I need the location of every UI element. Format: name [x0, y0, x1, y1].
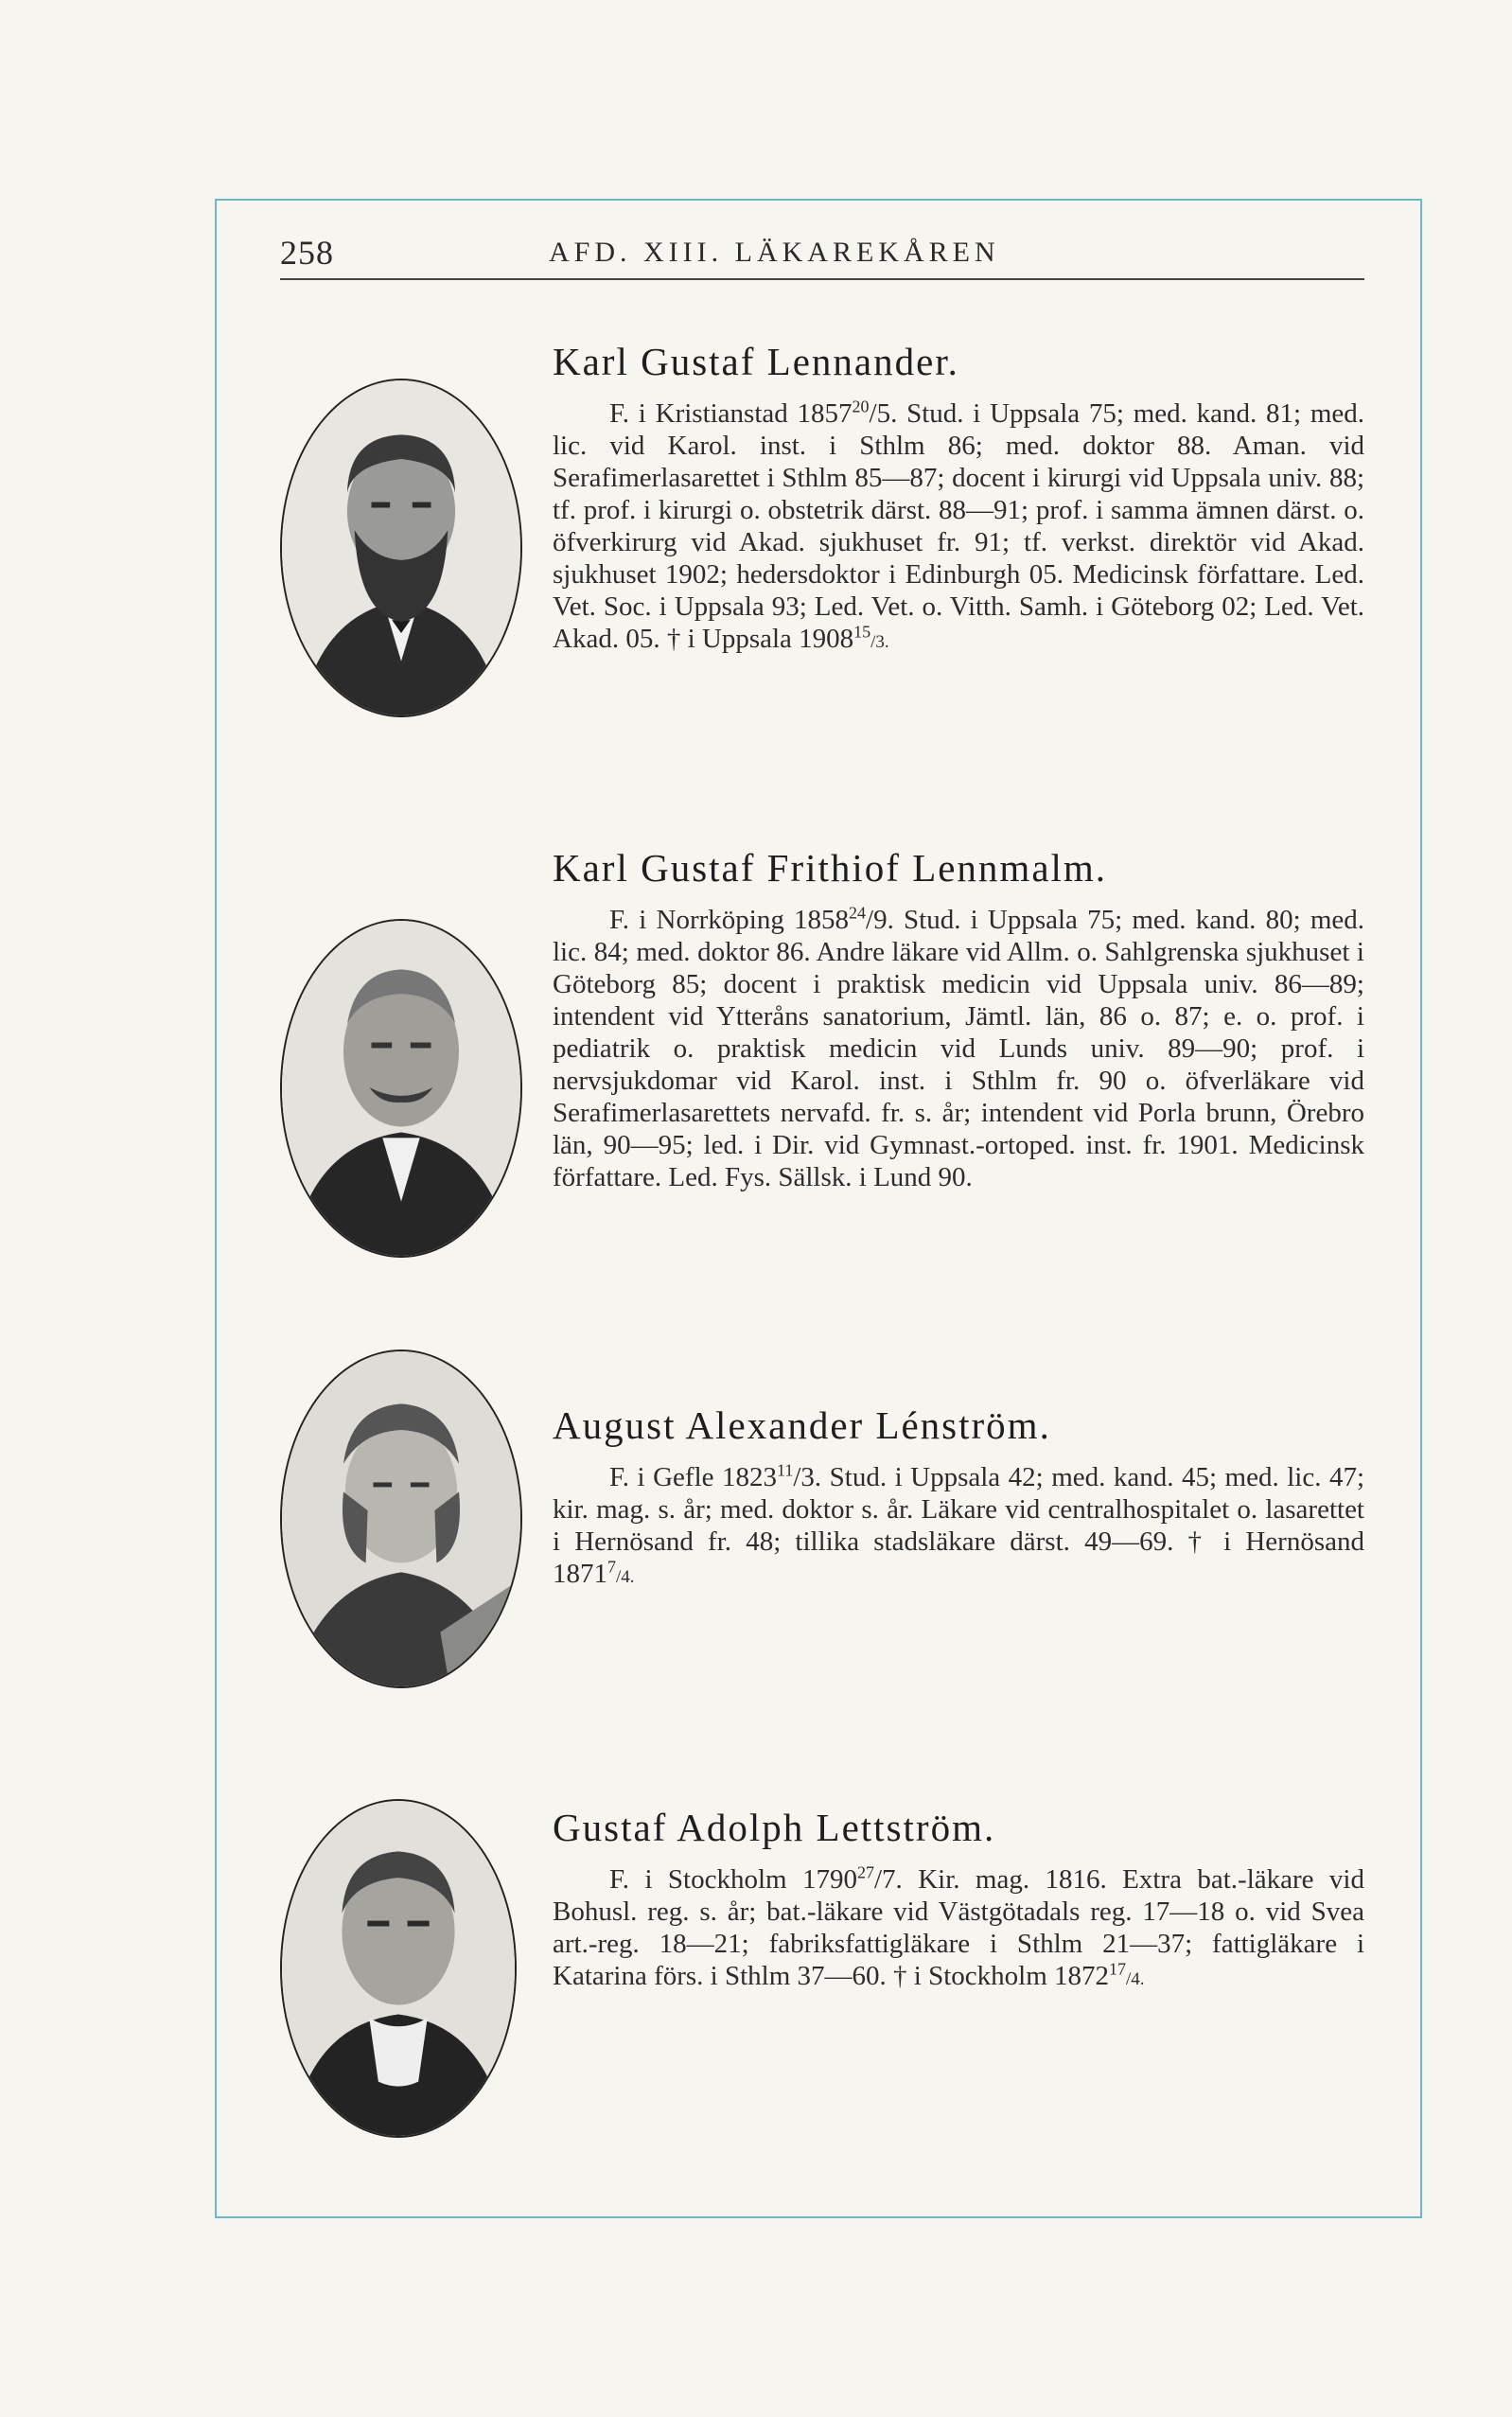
entry-biography: F. i Gefle 1823$^{11}$/3. Stud. i Uppsala 42; med. kand. 45; med. lic. 47; kir. mag. s. år; med. doktor s. år. Läkare vid centralhospitalet o. lasarettet i Hernösand fr. 48; tillika stadsläkare därst. 49—69. † i Hernösand 1871$^7$/4.	[553, 1460, 1364, 1589]
entry-name: August Alexander Lénström.	[553, 1403, 1051, 1447]
portrait-elderly-man-icon	[280, 1799, 517, 2138]
entry-biography: F. i Kristianstad 1857$^{20}$/5. Stud. i Uppsala 75; med. kand. 81; med. lic. vid Karol. inst. i Sthlm 86; med. doktor 88. Aman. vid Serafimerlasarettet i Sthlm 85—87; docent i kirurgi vid Uppsala univ. 88; tf. prof. i kirurgi o. obstetrik därst. 88—91; prof. i samma ämnen därst. o. öfverkirurg vid Akad. sjukhuset fr. 91; tf. verkst. direktör vid Akad. sjukhuset 1902; hedersdoktor i Edinburgh 05. Medicinsk författare. Led. Vet. Soc. i Uppsala 93; Led. Vet. o. Vitth. Samh. i Göteborg 02; Led. Vet. Akad. 05. † i Uppsala 1908$^{15}$/3.	[553, 397, 1364, 654]
entry-biography: F. i Stockholm 1790$^{27}$/7. Kir. mag. 1816. Extra bat.-läkare vid Bohusl. reg. s. år; bat.-läkare vid Västgötadals reg. 17—18 o. vid Svea art.-reg. 18—21; fabriksfattigläkare i Sthlm 21—37; fattigläkare i Katarina förs. i Sthlm 37—60. † i Stockholm 1872$^{17}$/4.	[553, 1862, 1364, 1991]
entry-biography: F. i Norrköping 1858$^{24}$/9. Stud. i Uppsala 75; med. kand. 80; med. lic. 84; med. doktor 86. Andre läkare vid Allm. o. Sahlgrenska sjukhuset i Göteborg 85; docent i praktisk medicin vid Uppsala univ. 86—89; intendent vid Ytteråns sanatorium, Jämtl. län, 86 o. 87; e. o. prof. i pediatrik o. praktisk medicin vid Lunds univ. 89—90; prof. i nervsjukdomar vid Karol. inst. i Sthlm fr. 90 o. öfverläkare vid Serafimerlasarettets nervafd. fr. s. år; intendent vid Porla brunn, Örebro län, 90—95; led. i Dir. vid Gymnast.-ortoped. inst. fr. 1901. Medicinsk författare. Led. Fys. Sällsk. i Lund 90.	[553, 903, 1364, 1192]
page-header	[280, 231, 1364, 280]
section-title: AFD. XIII. LÄKAREKÅREN	[549, 237, 1000, 268]
entry-name: Karl Gustaf Frithiof Lennmalm.	[553, 846, 1108, 890]
entry-name: Karl Gustaf Lennander.	[553, 340, 959, 383]
entry-name: Gustaf Adolph Lettström.	[553, 1806, 996, 1849]
portrait-sideburns-man-icon	[280, 1350, 522, 1688]
portrait-bearded-man-icon	[280, 379, 522, 717]
page-number: 258	[280, 234, 334, 272]
portrait-mustached-man-icon	[280, 919, 522, 1258]
